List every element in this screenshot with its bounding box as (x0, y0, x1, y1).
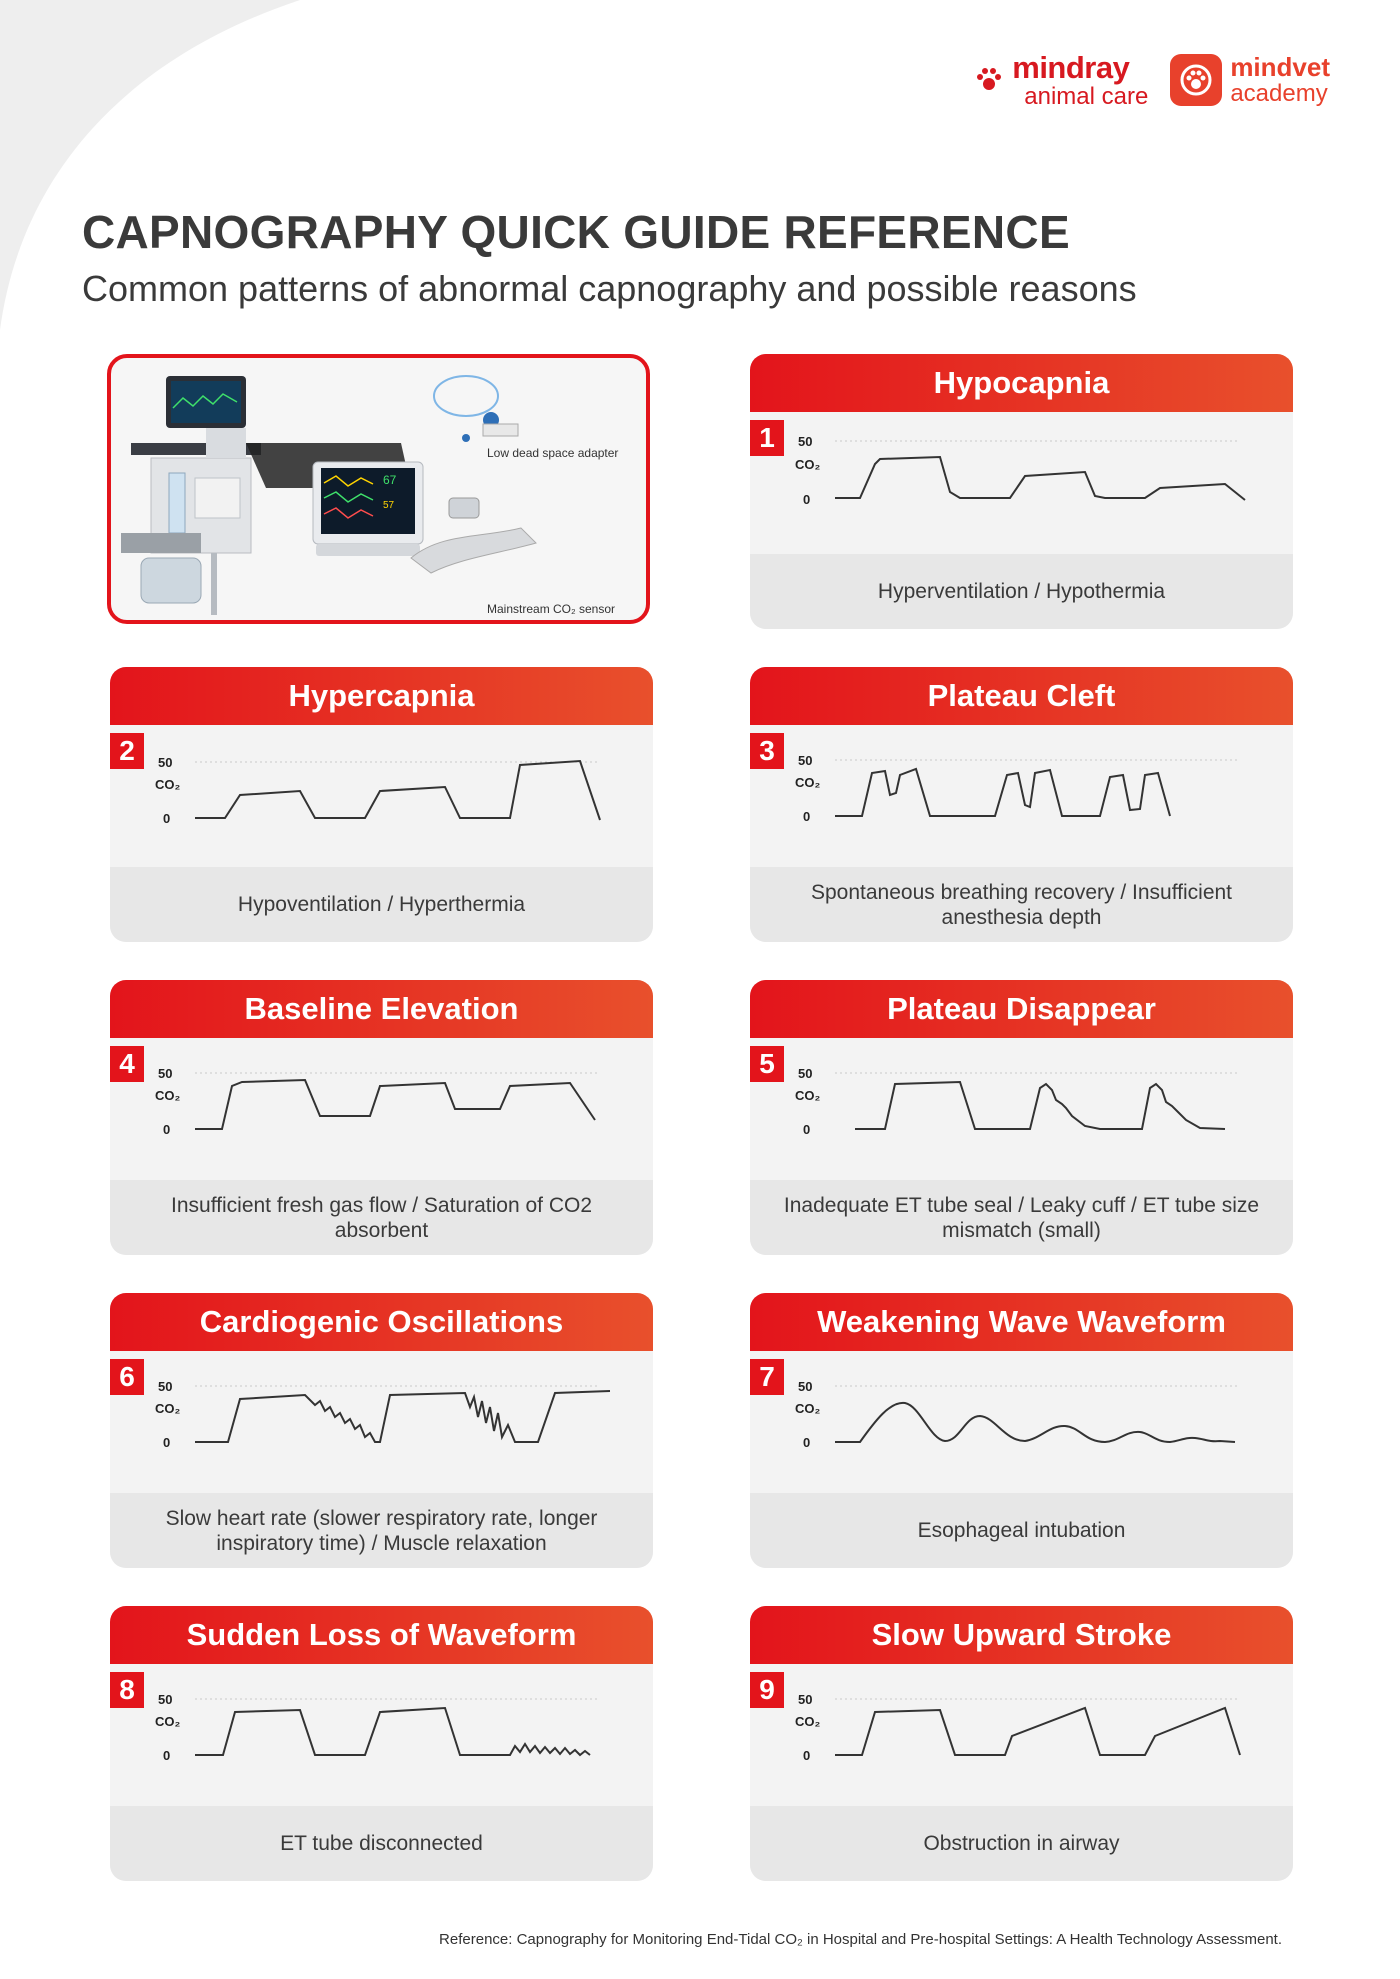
card-title: Hypercapnia (110, 667, 653, 725)
card-weakening-wave (750, 1293, 1293, 1568)
y-axis-unit: CO₂ (155, 1401, 181, 1416)
waveform-area (750, 412, 1293, 554)
card-description: Inadequate ET tube seal / Leaky cuff / ET tube size mismatch (small) (750, 1180, 1293, 1255)
y-tick-zero: 0 (803, 1122, 811, 1137)
mindray-logo (974, 49, 1149, 110)
waveform-area (110, 725, 653, 867)
card-number: 4 (110, 1046, 144, 1082)
card-baseline-elevation (110, 980, 653, 1255)
card-plateau-disappear (750, 980, 1293, 1255)
card-number: 3 (750, 733, 784, 769)
y-tick-zero: 0 (163, 811, 171, 826)
paw-icon (974, 65, 1004, 95)
card-title: Hypocapnia (750, 354, 1293, 412)
waveform-svg (750, 1038, 1293, 1180)
card-title: Sudden Loss of Waveform (110, 1606, 653, 1664)
card-description: Insufficient fresh gas flow / Saturation of CO2 absorbent (110, 1180, 653, 1255)
card-title: Weakening Wave Waveform (750, 1293, 1293, 1351)
y-tick-top: 50 (158, 1379, 173, 1394)
y-tick-zero: 0 (163, 1748, 171, 1763)
svg-text:57: 57 (383, 500, 395, 511)
card-number: 6 (110, 1359, 144, 1395)
card-title: Plateau Disappear (750, 980, 1293, 1038)
card-description: Hyperventilation / Hypothermia (750, 554, 1293, 629)
card-title: Slow Upward Stroke (750, 1606, 1293, 1664)
card-description: ET tube disconnected (110, 1806, 653, 1881)
mindvet-logo (1170, 54, 1330, 106)
card-description: Obstruction in airway (750, 1806, 1293, 1881)
equipment-illustration (111, 358, 646, 620)
background-arc (0, 0, 400, 400)
y-tick-top: 50 (798, 753, 813, 768)
y-tick-top: 50 (158, 755, 173, 770)
card-description: Esophageal intubation (750, 1493, 1293, 1568)
mindvet-tagline: academy (1230, 80, 1328, 107)
card-number: 9 (750, 1672, 784, 1708)
y-tick-zero: 0 (803, 1748, 811, 1763)
waveform-area (750, 1351, 1293, 1493)
card-slow-upward-stroke (750, 1606, 1293, 1881)
y-axis-unit: CO₂ (795, 1088, 821, 1103)
card-description: Hypoventilation / Hyperthermia (110, 867, 653, 942)
waveform-area (110, 1038, 653, 1180)
y-axis-unit: CO₂ (155, 777, 181, 792)
waveform-svg (110, 725, 653, 867)
y-tick-top: 50 (798, 1379, 813, 1394)
card-number: 5 (750, 1046, 784, 1082)
y-tick-top: 50 (158, 1066, 173, 1081)
waveform-svg (750, 1351, 1293, 1493)
card-number: 1 (750, 420, 784, 456)
y-tick-top: 50 (798, 434, 813, 449)
card-hypocapnia (750, 354, 1293, 629)
waveform-area (750, 725, 1293, 867)
y-axis-unit: CO₂ (155, 1088, 181, 1103)
sensor-label: Mainstream CO₂ sensor (487, 602, 616, 616)
y-axis-unit: CO₂ (155, 1714, 181, 1729)
mindray-wordmark: mindray (1012, 49, 1130, 85)
card-number: 7 (750, 1359, 784, 1395)
y-tick-zero: 0 (803, 492, 811, 507)
mindvet-paw-icon (1170, 54, 1222, 106)
waveform-svg (110, 1038, 653, 1180)
y-tick-top: 50 (158, 1692, 173, 1707)
card-description: Slow heart rate (slower respiratory rate, longer inspiratory time) / Muscle relaxation (110, 1493, 653, 1568)
y-axis-unit: CO₂ (795, 775, 821, 790)
device-panel (107, 354, 650, 624)
adapter-label: Low dead space adapter (487, 446, 619, 460)
card-title: Plateau Cleft (750, 667, 1293, 725)
waveform-area (110, 1351, 653, 1493)
mindray-tagline: animal care (1024, 82, 1149, 110)
y-axis-unit: CO₂ (795, 457, 821, 472)
waveform-svg (750, 725, 1293, 867)
card-number: 2 (110, 733, 144, 769)
reference-note: Reference: Capnography for Monitoring End-Tidal CO₂ in Hospital and Pre-hospital Settings: A Health Technology Assessment. (439, 1931, 1282, 1948)
svg-text:67: 67 (383, 473, 397, 487)
waveform-svg (110, 1664, 653, 1806)
waveform-area (110, 1664, 653, 1806)
waveform-svg (750, 412, 1293, 554)
waveform-area (750, 1038, 1293, 1180)
card-plateau-cleft (750, 667, 1293, 942)
y-axis-unit: CO₂ (795, 1401, 821, 1416)
y-tick-zero: 0 (803, 1435, 811, 1450)
y-axis-unit: CO₂ (795, 1714, 821, 1729)
y-tick-top: 50 (798, 1066, 813, 1081)
card-sudden-loss (110, 1606, 653, 1881)
mindvet-wordmark: mindvet (1230, 52, 1330, 82)
waveform-svg (110, 1351, 653, 1493)
page-title: CAPNOGRAPHY QUICK GUIDE REFERENCE (82, 206, 1070, 258)
card-description: Spontaneous breathing recovery / Insufficient anesthesia depth (750, 867, 1293, 942)
waveform-svg (750, 1664, 1293, 1806)
y-tick-zero: 0 (163, 1435, 171, 1450)
waveform-area (750, 1664, 1293, 1806)
card-title: Baseline Elevation (110, 980, 653, 1038)
y-tick-zero: 0 (803, 809, 811, 824)
page-subtitle: Common patterns of abnormal capnography and possible reasons (82, 268, 1137, 309)
y-tick-top: 50 (798, 1692, 813, 1707)
brand-logos (974, 50, 1330, 110)
card-number: 8 (110, 1672, 144, 1708)
y-tick-zero: 0 (163, 1122, 171, 1137)
card-cardiogenic-oscillations (110, 1293, 653, 1568)
card-title: Cardiogenic Oscillations (110, 1293, 653, 1351)
card-hypercapnia (110, 667, 653, 942)
